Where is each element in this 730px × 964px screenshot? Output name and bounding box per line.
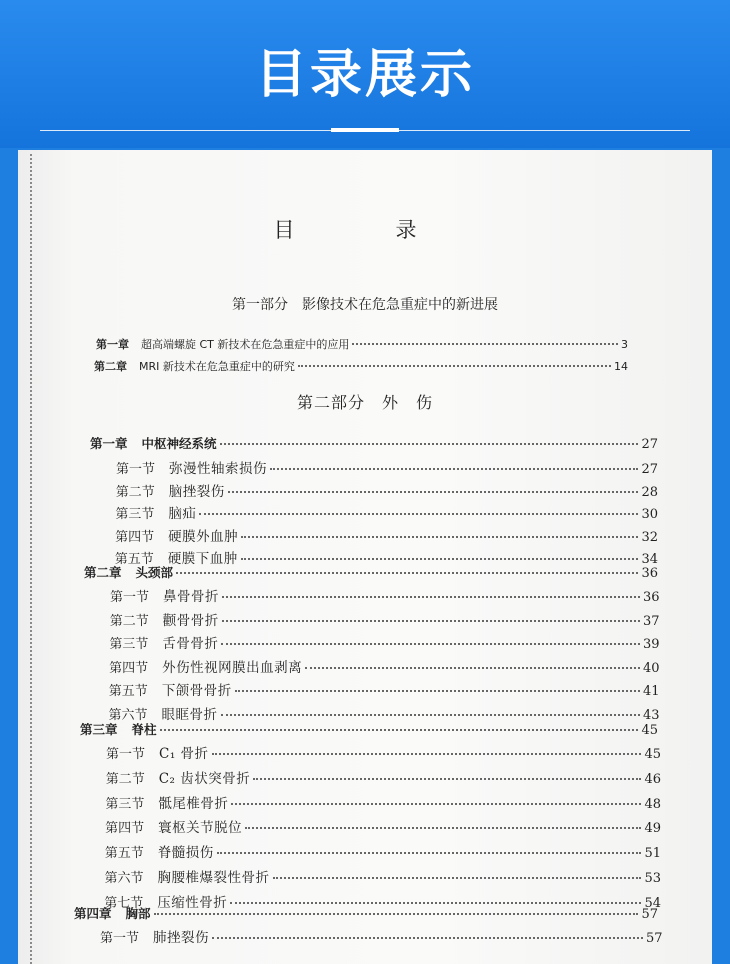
entry-page: 54 (644, 895, 661, 911)
entry-page: 39 (642, 637, 660, 652)
toc-section-entry (106, 767, 661, 787)
entry-label: 第五节 (114, 552, 154, 567)
entry-label: 第六节 (108, 707, 148, 723)
entry-title: 压缩性骨折 (157, 894, 228, 911)
entry-page: 43 (642, 707, 660, 723)
entry-label: 第一节 (110, 590, 150, 605)
toc-chapter-entry (84, 563, 658, 581)
dot-leader (222, 596, 640, 598)
entry-title: 外伤性视网膜出血剥离 (162, 659, 303, 676)
entry-page: 28 (641, 484, 658, 500)
entry-label: 第一章 (96, 338, 129, 351)
entry-title: 弥漫性轴索损伤 (169, 461, 268, 477)
entry-title: 颧骨骨折 (162, 612, 219, 629)
entry-title: 硬膜外血肿 (168, 528, 239, 545)
entry-page: 30 (641, 507, 658, 522)
dot-leader (241, 536, 638, 538)
toc-section-entry (109, 632, 659, 652)
dot-leader (221, 714, 640, 716)
entry-label: 第四节 (115, 529, 155, 545)
entry-title: 脊髓损伤 (157, 845, 214, 862)
entry-title: 骶尾椎骨折 (158, 795, 229, 812)
toc-section-entry (105, 792, 661, 812)
entry-page: 51 (644, 846, 661, 862)
entry-title: 硬膜下血肿 (167, 551, 238, 567)
entry-title: 超高端螺旋 CT 新技术在危急重症中的应用 (141, 338, 350, 351)
entry-title: 下颌骨骨折 (161, 683, 232, 699)
entry-page: 14 (614, 360, 628, 373)
entry-page: 27 (641, 462, 658, 477)
entry-title: 脊柱 (131, 722, 157, 737)
entry-title: 脑挫裂伤 (168, 483, 225, 500)
dot-leader (212, 753, 642, 755)
part-two-heading: 第二部分 外 伤 (296, 393, 433, 412)
entry-page: 57 (641, 907, 658, 922)
dot-leader (298, 365, 611, 367)
part-one-heading: 第一部分 影像技术在危急重症中的新进展 (232, 297, 498, 313)
entry-label: 第一节 (100, 931, 140, 946)
dot-leader (235, 690, 640, 692)
entry-label: 第七节 (104, 895, 144, 911)
entry-title: 中枢神经系统 (141, 436, 217, 451)
toc-section-entry (109, 679, 660, 699)
entry-page: 57 (645, 931, 663, 946)
toc-section-entry (115, 525, 658, 545)
entry-title: 胸腰椎爆裂性骨折 (157, 870, 270, 886)
toc-chapter-entry (96, 336, 628, 352)
dot-leader (160, 729, 639, 731)
entry-label: 第五节 (104, 846, 144, 862)
entry-label: 第二章 (84, 565, 122, 580)
dot-leader (154, 913, 639, 915)
entry-page: 41 (642, 684, 660, 699)
entry-page: 49 (644, 821, 661, 837)
toc-section-entry (116, 480, 658, 500)
dot-leader (199, 513, 638, 515)
entry-label: 第一节 (106, 747, 146, 762)
toc-section-entry (115, 502, 658, 522)
entry-page: 53 (644, 871, 661, 886)
header-banner (0, 0, 730, 148)
dot-leader (270, 468, 638, 470)
dot-leader (221, 643, 640, 645)
entry-label: 第一章 (90, 436, 128, 451)
entry-label: 第一节 (116, 462, 156, 477)
entry-page: 46 (644, 771, 661, 787)
dot-leader (245, 827, 641, 829)
entry-title: C₁ 骨折 (159, 746, 209, 762)
dot-leader (217, 852, 642, 854)
entry-label: 第三章 (80, 722, 118, 737)
entry-title: 脑疝 (168, 506, 197, 522)
book-page-photo (18, 150, 712, 964)
entry-label: 第二节 (105, 771, 145, 787)
page-binding-edge (30, 154, 42, 964)
entry-page: 45 (641, 723, 658, 738)
entry-label: 第四节 (109, 660, 149, 676)
dot-leader (212, 937, 643, 939)
dot-leader (231, 803, 641, 805)
banner-title: 目录展示 (254, 45, 475, 105)
entry-label: 第三节 (109, 637, 149, 652)
toc-section-entry (105, 841, 661, 861)
entry-page: 27 (641, 437, 658, 452)
toc-section-entry (116, 457, 658, 477)
entry-title: 肺挫裂伤 (153, 930, 210, 946)
entry-label: 第三节 (115, 507, 155, 522)
entry-label: 第六节 (104, 871, 144, 886)
toc-chapter-entry (94, 358, 628, 374)
toc-section-entry (106, 742, 661, 762)
entry-label: 第二节 (115, 484, 155, 500)
dot-leader (222, 620, 640, 622)
dot-leader (253, 778, 641, 780)
entry-title: 胸部 (125, 906, 151, 921)
dot-leader (352, 343, 618, 345)
entry-page: 32 (641, 529, 658, 545)
dot-leader (220, 443, 639, 445)
toc-title: 目 录 (273, 218, 457, 242)
entry-title: 寰枢关节脱位 (158, 820, 243, 837)
dot-leader (305, 667, 640, 669)
entry-page: 48 (644, 796, 661, 812)
toc-section-entry (105, 866, 662, 886)
toc-section-entry (110, 609, 660, 629)
entry-label: 第五节 (108, 684, 148, 699)
entry-label: 第四节 (105, 821, 145, 837)
toc-chapter-entry (90, 434, 658, 452)
entry-title: MRI 新技术在危急重症中的研究 (139, 360, 295, 373)
entry-page: 45 (644, 747, 661, 762)
entry-title: 眼眶骨折 (161, 706, 218, 723)
entry-title: 舌骨骨折 (162, 636, 219, 652)
entry-page: 40 (642, 660, 660, 676)
toc-chapter-entry (80, 720, 658, 738)
entry-label: 第二章 (94, 360, 127, 373)
entry-label: 第四章 (74, 906, 112, 921)
entry-page: 3 (621, 338, 628, 351)
toc-chapter-entry (74, 904, 658, 922)
banner-accent-bar (331, 128, 399, 132)
entry-label: 第二节 (109, 613, 149, 629)
entry-title: C₂ 齿状突骨折 (158, 770, 251, 787)
entry-page: 37 (642, 613, 660, 629)
dot-leader (241, 558, 639, 560)
toc-section-entry (109, 656, 659, 676)
entry-page: 36 (641, 566, 658, 581)
toc-section-entry (105, 816, 661, 836)
dot-leader (176, 572, 638, 574)
entry-title: 头颈部 (135, 565, 174, 580)
entry-page: 36 (642, 590, 660, 605)
dot-leader (228, 491, 639, 493)
dot-leader (273, 877, 642, 879)
toc-section-entry (110, 585, 660, 605)
entry-page: 34 (641, 552, 658, 567)
toc-section-entry (100, 926, 663, 946)
entry-label: 第三节 (105, 796, 145, 812)
entry-title: 鼻骨骨折 (163, 589, 220, 605)
